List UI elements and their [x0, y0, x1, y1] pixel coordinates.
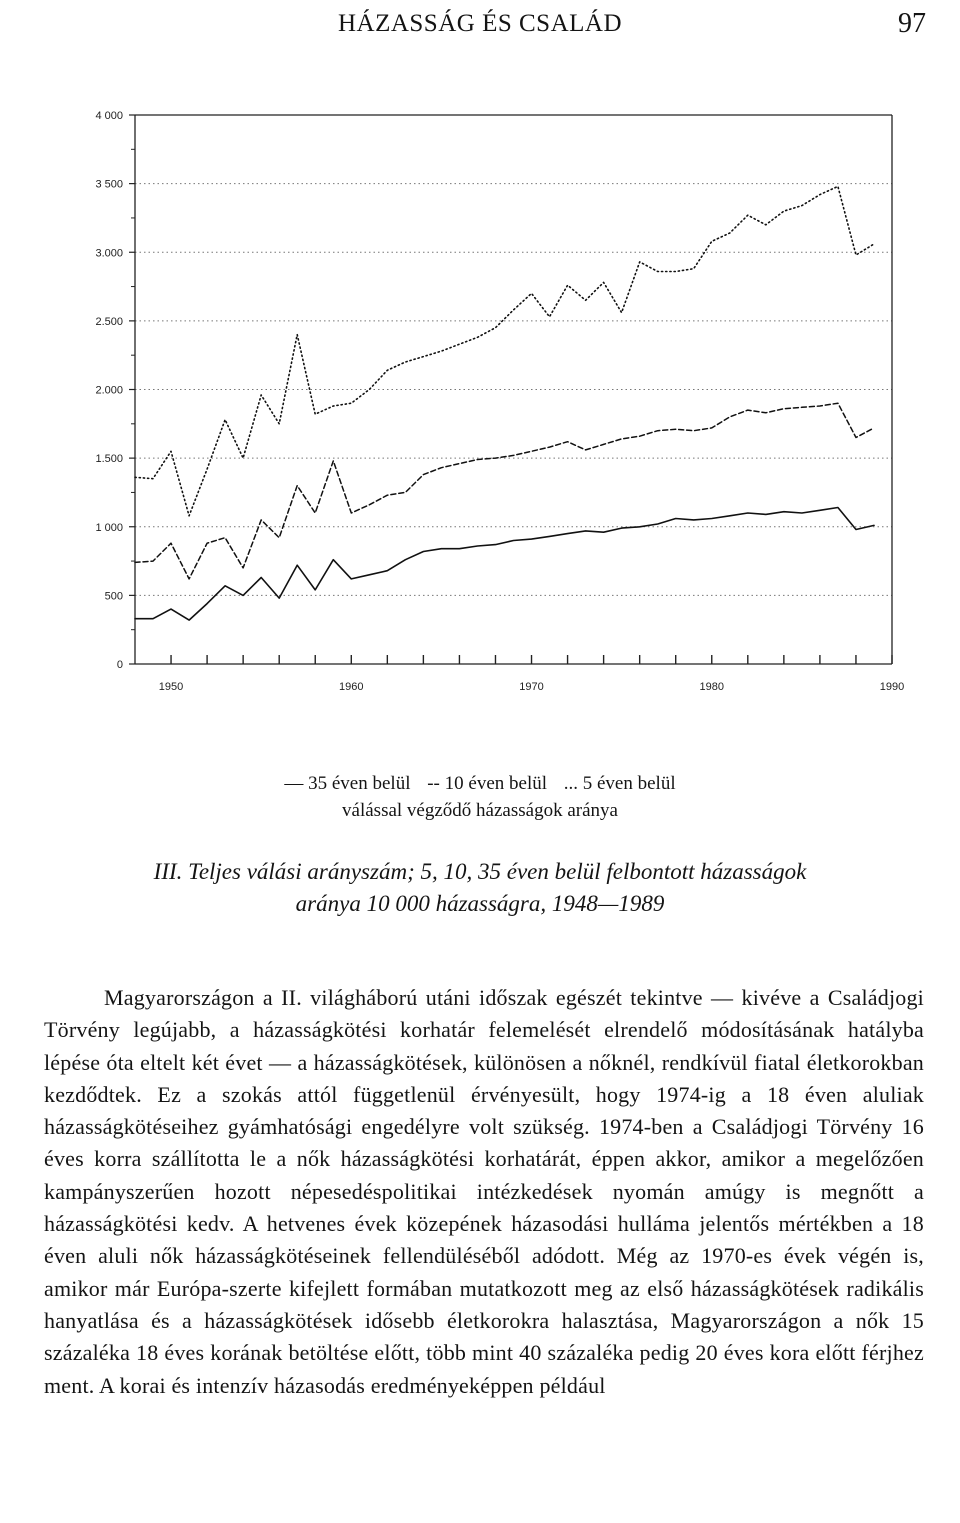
legend-row [0, 770, 960, 797]
chart-legend [0, 770, 960, 824]
y-tick-label: 500 [104, 590, 123, 603]
divorce-rate-chart [60, 95, 920, 705]
legend-item-10-years: -- 10 éven belül [427, 773, 547, 794]
y-tick-label: 1.500 [95, 453, 123, 466]
caption-line-2: aránya 10 000 házasságra, 1948—1989 [295, 891, 665, 916]
body-paragraph: Magyarországon a II. világháború utáni időszak egészét tekintve — kivéve a Családjogi Törvény legújabb, a házasságkötési korhatár felemelését elrendelő módosításának hatályba lépése óta eltelt két évet — a házasságkötések, különösen a nőknél, rendkívül fiatal életkorokban kezdődtek. Ez a szokás attól függetlenül érvényesült, hogy 1974-ig a 18 éven aluliak házasságkötéseihez gyámhatósági engedélyre volt szükség. 1974-ben a Családjogi Törvény 16 éves korra szállította le a nők házasságkötési korhatárát, éppen akkor, amikor a megelőzően kampányszerűen hozott népesedéspolitikai intézkedések nyomán amúgy is megnőtt a házasságkötési kedv. A hetvenes évek közepének házasodási hulláma jelentős mértékben a 18 éven aluli nők házasságkötéseinek fellendüléséből adódott. Még az 1970-es évek végén is, amikor már Európa-szerte kifejlett formában mutatkozott meg az első házasságkötések radikális hanyatlása és a házasságkötések idősebb életkorokra halasztása, Magyarországon a nők 15 százaléka 18 éves korának betöltése előtt, több mint 40 százaléka pedig 20 éves kora előtt férjhez ment. A korai és intenzív házasodás eredményeképpen például [44, 985, 924, 1398]
legend-item-35-years: — 35 éven belül [284, 773, 411, 794]
caption-line-1: III. Teljes válási arányszám; 5, 10, 35 éven belül felbontott házasságok [153, 859, 807, 884]
y-tick-label: 0 [116, 659, 123, 671]
x-tick-label: 1980 [699, 681, 725, 693]
running-head [0, 0, 960, 60]
y-tick-label: 2.000 [95, 384, 123, 397]
running-title: HÁZASSÁG ÉS CSALÁD [337, 10, 623, 37]
series-line-dotted [135, 186, 874, 515]
y-tick-label: 4 000 [95, 110, 123, 122]
page-number: 97 [898, 8, 926, 39]
y-tick-label: 2.500 [95, 315, 123, 328]
axes [95, 110, 904, 693]
series-lines [135, 186, 874, 620]
y-tick-label: 3.000 [95, 247, 123, 260]
y-tick-label: 1 000 [95, 521, 123, 534]
series-line-dashed [135, 403, 874, 579]
gridlines [135, 184, 892, 596]
x-tick-label: 1960 [339, 681, 364, 693]
x-tick-label: 1990 [879, 681, 905, 693]
y-tick-label: 3 500 [95, 178, 123, 191]
series-line-solid [135, 508, 874, 621]
legend-item-5-years: ... 5 éven belül [563, 773, 676, 794]
x-tick-label: 1950 [158, 681, 184, 693]
figure-caption [0, 856, 960, 920]
legend-note: válással végződő házasságok aránya [342, 800, 618, 821]
x-tick-label: 1970 [519, 681, 544, 693]
